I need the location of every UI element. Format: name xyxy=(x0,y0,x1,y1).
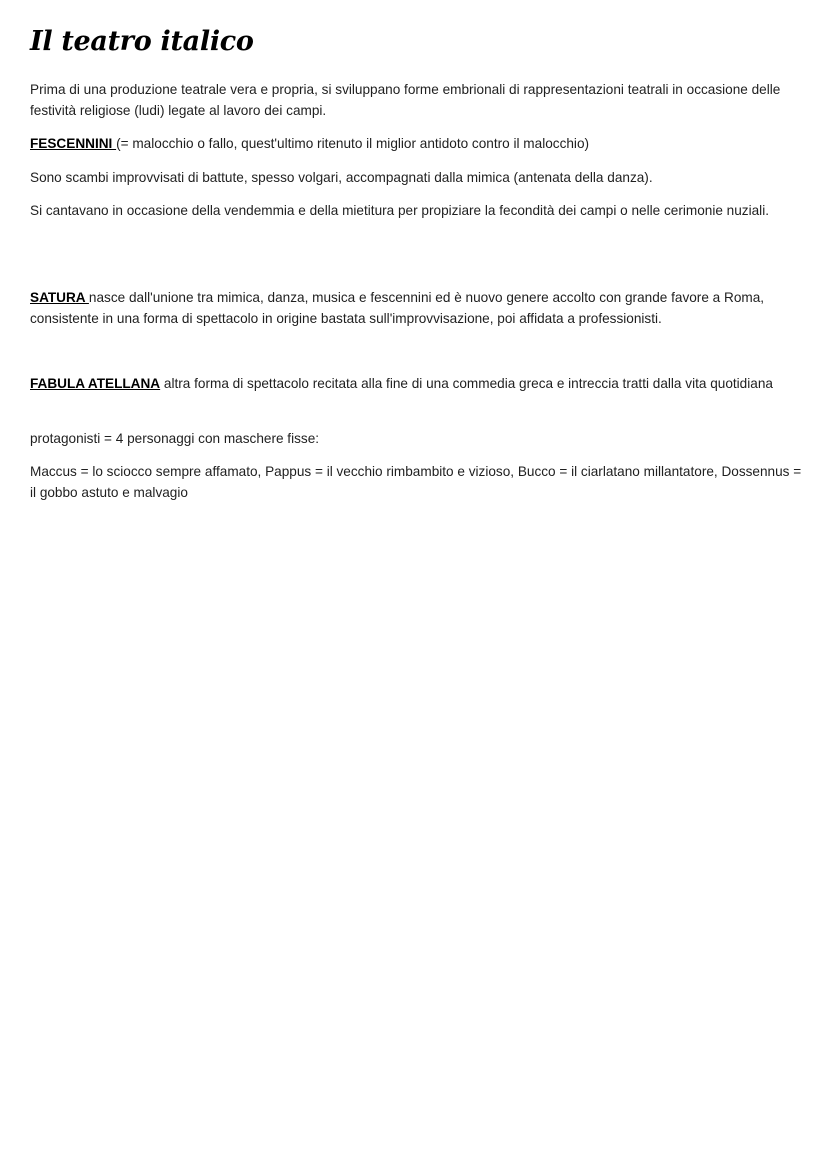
page-title: Il teatro italico xyxy=(30,26,254,57)
fescennini-occasion: Si cantavano in occasione della vendemmia e della mietitura per propiziare la fecondità dei campi o nelle cerimonie nuziali. xyxy=(30,203,770,218)
satura-paragraph xyxy=(30,287,805,329)
fabula-atellana-paragraph xyxy=(30,373,805,394)
masks-list: Maccus = lo sciocco sempre affamato, Pappus = il vecchio rimbambito e vizioso, Bucco = il ciarlatano millantatore, Dossennus = il gobbo astuto e malvagio xyxy=(30,464,802,500)
satura-text: nasce dall'unione tra mimica, danza, musica e fescennini ed è nuovo genere accolto con grande favore a Roma, consistente in una forma di spettacolo in origine bastata sull'improvvisazione, poi affidata a professionisti. xyxy=(30,290,765,326)
satura-term: SATURA xyxy=(30,290,89,305)
fescennini-term: FESCENNINI xyxy=(30,136,117,151)
fabula-atellana-text: altra forma di spettacolo recitata alla fine di una commedia greca e intreccia tratti dalla vita quotidiana xyxy=(160,376,773,391)
protagonists-line: protagonisti = 4 personaggi con maschere fisse: xyxy=(30,431,320,446)
intro-paragraph: Prima di una produzione teatrale vera e propria, si sviluppano forme embrionali di rappresentazioni teatrali in occasione delle festività religiose (ludi) legate al lavoro dei campi. xyxy=(30,82,781,118)
fescennini-heading-paragraph xyxy=(30,133,805,154)
fabula-atellana-term: FABULA ATELLANA xyxy=(30,376,161,391)
fescennini-definition: (= malocchio o fallo, quest'ultimo ritenuto il miglior antidoto contro il malocchio) xyxy=(116,136,590,151)
fescennini-description: Sono scambi improvvisati di battute, spesso volgari, accompagnati dalla mimica (antenata della danza). xyxy=(30,170,653,185)
